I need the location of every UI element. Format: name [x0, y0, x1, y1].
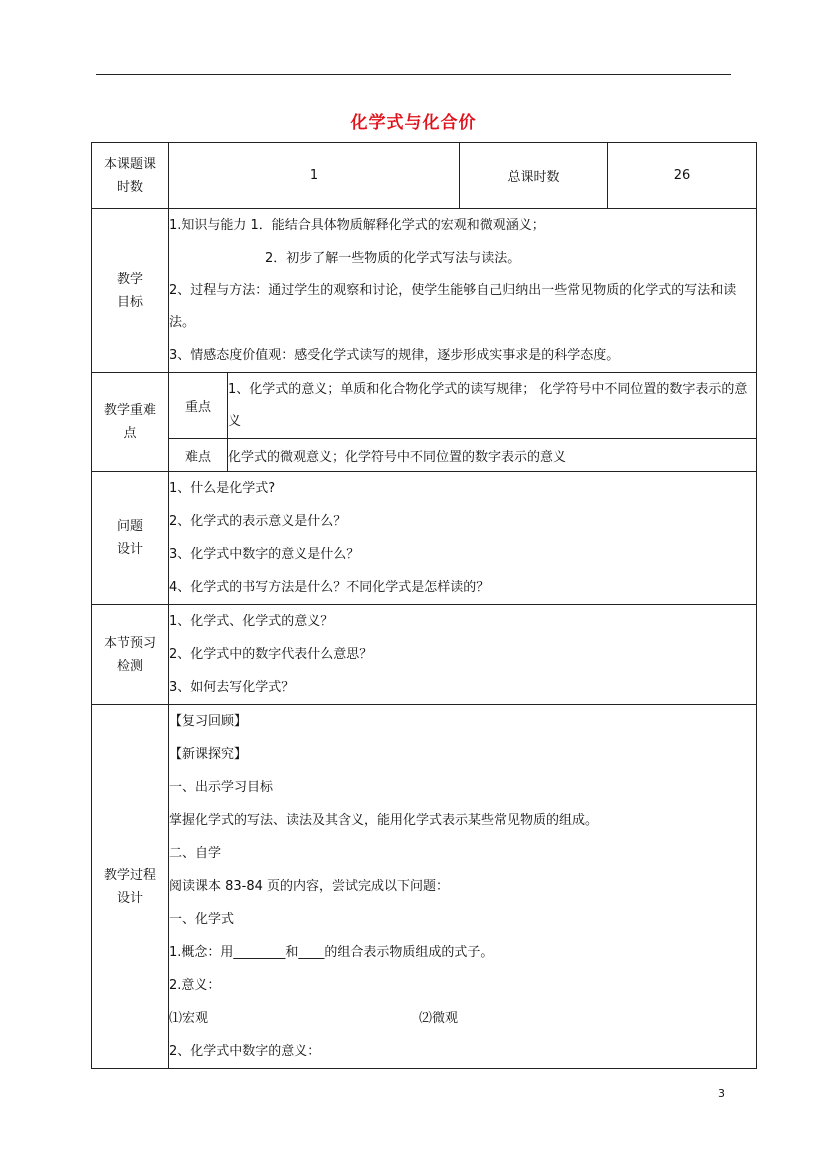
objectives-row: [92, 209, 757, 373]
question-item: 1、什么是化学式?: [169, 481, 276, 496]
question-item: 2、化学式的表示意义是什么？: [169, 514, 347, 529]
new-lesson-heading: 【新课探究】: [169, 747, 248, 762]
difficulty-row: [92, 439, 757, 472]
self-study-heading: 二、自学: [169, 846, 222, 861]
objective-line: 1.知识与能力 1．能结合具体物质解释化学式的宏观和微观涵义；: [169, 218, 545, 233]
page-title: 化学式与化合价: [350, 113, 477, 133]
question-item: 3、化学式中数字的意义是什么？: [169, 547, 360, 562]
reading-text: 阅读课本 83-84 页的内容，尝试完成以下问题：: [169, 879, 450, 894]
key-points-row: [92, 373, 757, 439]
objective-line: 2、过程与方法：通过学生的观察和讨论，使学生能够自己归纳出一些常见物质的化学式的写法和读法。: [169, 283, 737, 330]
digits-text: 2、化学式中数字的意义：: [169, 1044, 321, 1059]
preview-item: 2、化学式中的数字代表什么意思？: [169, 647, 373, 662]
meaning-text: 2.意义：: [169, 978, 221, 993]
formula-heading: 一、化学式: [169, 912, 235, 927]
difficulty-label: 难点: [169, 439, 228, 472]
preview-content: [169, 605, 757, 705]
focus-text: 1、化学式的意义；单质和化合物化学式的读写规律； 化学符号中不同位置的数字表示的意义: [228, 373, 757, 439]
page-number: 3: [718, 1087, 725, 1100]
objectives-content: [169, 209, 757, 373]
class-hours-row: [92, 143, 757, 209]
concept-text: 1.概念：用________和____的组合表示物质组成的式子。: [169, 945, 494, 960]
macro-text: ⑴宏观: [169, 1011, 209, 1026]
difficulty-text: 化学式的微观意义；化学符号中不同位置的数字表示的意义: [228, 439, 757, 472]
process-content: [169, 705, 757, 1069]
questions-content: [169, 472, 757, 605]
preview-row: [92, 605, 757, 705]
preview-label: 本节预习 检测: [92, 605, 169, 705]
lesson-plan-table: [91, 142, 757, 1069]
objectives-label: 教学 目标: [92, 209, 169, 373]
header-rule: [96, 74, 731, 75]
class-hours-label: 本课题课 时数: [92, 143, 169, 209]
process-row: [92, 705, 757, 1069]
preview-item: 3、如何去写化学式？: [169, 680, 295, 695]
macro-micro-line: [169, 1002, 756, 1035]
key-points-label: 教学重难 点: [92, 373, 169, 472]
question-item: 4、化学式的书写方法是什么？不同化学式是怎样读的？: [169, 580, 490, 595]
preview-item: 1、化学式、化学式的意义？: [169, 614, 334, 629]
process-label: 教学过程 设计: [92, 705, 169, 1069]
class-hours-value: 1: [169, 143, 460, 209]
micro-text: ⑵微观: [419, 1011, 459, 1026]
total-hours-value: 26: [608, 143, 757, 209]
questions-row: [92, 472, 757, 605]
goal-text: 掌握化学式的写法、读法及其含义，能用化学式表示某些常见物质的组成。: [169, 813, 599, 828]
goal-heading: 一、出示学习目标: [169, 780, 274, 795]
questions-label: 问题 设计: [92, 472, 169, 605]
objective-line: 3、情感态度价值观：感受化学式读写的规律，逐步形成实事求是的科学态度。: [169, 348, 620, 363]
objective-line: 2．初步了解一些物质的化学式写法与读法。: [265, 251, 521, 266]
review-heading: 【复习回顾】: [169, 714, 248, 729]
total-hours-label: 总课时数: [460, 143, 608, 209]
focus-label: 重点: [169, 373, 228, 439]
